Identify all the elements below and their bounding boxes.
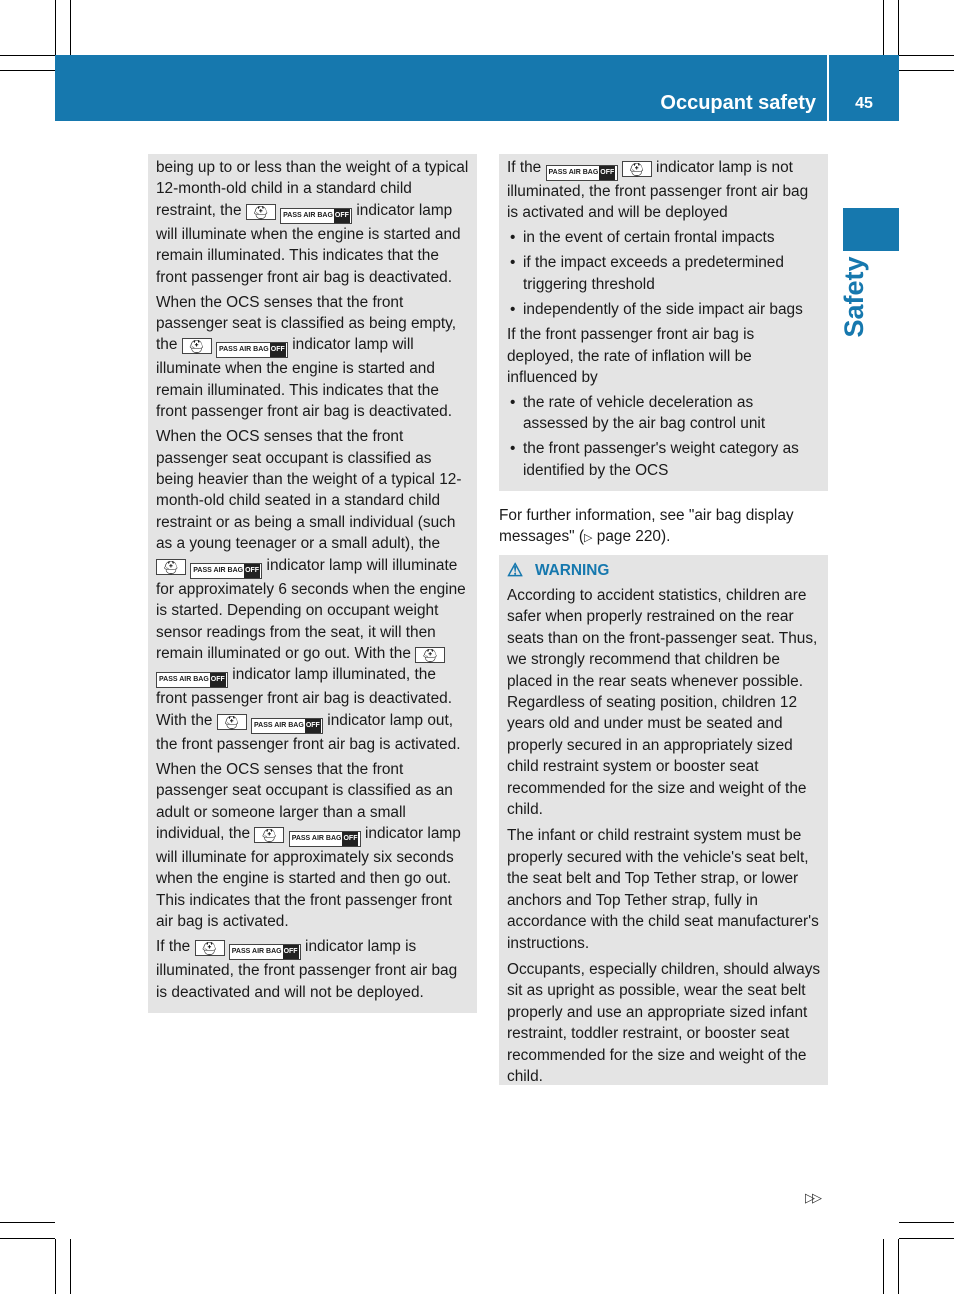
right-info-box (499, 154, 828, 491)
paragraph: If the ⛑ PASS AIR BAG OFF indicator lamp is illuminated, the front passenger front air bag is deactivated and will not be deployed. (156, 938, 458, 1001)
crop-mark (70, 1239, 71, 1294)
list-item: • if the impact exceeds a predetermined triggering threshold (510, 254, 784, 293)
warning-heading: ⚠ WARNING (507, 560, 610, 580)
paragraph: The infant or child restraint system must be properly secured with the vehicle's seat belt, the seat belt and Top Tether strap, or lower anchors and Top Tether strap, fully in accordance with the child seat manufacturer's instructions. (507, 827, 819, 952)
paragraph: Occupants, especially children, should always sit as upright as possible, wear the seat belt properly and use an appropriate sized infant restraint, toddler restraint, or booster seat recommended for the size and weight of the child. (507, 960, 821, 1085)
crop-mark (0, 55, 55, 56)
pass-air-bag-off-icon: PASS AIR BAG OFF (190, 563, 262, 579)
page-number: 45 (855, 95, 873, 112)
crop-mark (883, 1239, 884, 1294)
cross-reference: For further information, see "air bag display messages" (▷ page 220). (499, 507, 794, 546)
chapter-label (834, 256, 874, 338)
crop-mark (55, 0, 56, 55)
section-title: Occupant safety (660, 92, 816, 114)
pass-air-bag-off-icon: PASS AIR BAG OFF (280, 208, 352, 224)
paragraph: If the PASS AIR BAG OFF ⛑ indicator lamp is not illuminated, the front passenger front air bag is activated and will be deployed (507, 159, 809, 222)
child-seat-icon: ⛑ (246, 204, 276, 220)
continue-arrows-icon: ▷▷ (805, 1190, 819, 1205)
paragraph: When the OCS senses that the front passenger seat occupant is classified as an adult or someone larger than a small individual, the ⛑ PASS AIR BAG OFF indicator lamp will illuminate for approximately six seconds when the engine is started and then go out. This indicates that the front passenger front air bag is activated. (156, 760, 461, 931)
crop-mark (899, 55, 954, 56)
crop-mark (0, 1222, 55, 1223)
paragraph: When the OCS senses that the front passenger seat is classified as being empty, the ⛑ PASS AIR BAG OFF indicator lamp will illuminate when the engine is started and remain illuminated. This indicates that the front passenger front air bag is deactivated. (156, 293, 456, 421)
warning-box (499, 555, 828, 1085)
child-seat-icon: ⛑ (217, 714, 247, 730)
pass-air-bag-off-icon: PASS AIR BAG OFF (251, 718, 323, 734)
list-item: • the rate of vehicle deceleration as assessed by the air bag control unit (510, 394, 766, 433)
child-seat-icon: ⛑ (195, 940, 225, 956)
crop-mark (899, 1222, 954, 1223)
pass-air-bag-off-icon: PASS AIR BAG OFF (546, 165, 618, 181)
child-seat-icon: ⛑ (254, 827, 284, 843)
child-seat-icon: ⛑ (415, 647, 445, 663)
page-header (55, 55, 899, 121)
bullet-list (507, 392, 821, 481)
paragraph: being up to or less than the weight of a typical 12-month-old child in a standard child restraint, the ⛑ PASS AIR BAG OFF indicator lamp will illuminate when the engine is started and remain illuminated. This indicates that the front passenger front air bag is deactivated. (156, 159, 469, 286)
left-column-box (148, 154, 477, 1013)
pass-air-bag-off-icon: PASS AIR BAG OFF (229, 944, 301, 960)
list-item: • independently of the side impact air bags (510, 300, 803, 318)
list-item: • in the event of certain frontal impacts (510, 229, 775, 247)
child-seat-icon: ⛑ (156, 559, 186, 575)
page-ref-arrow-icon: ▷ (584, 532, 593, 545)
list-item: • the front passenger's weight category as identified by the OCS (510, 440, 799, 479)
paragraph: According to accident statistics, children are safer when properly restrained on the rear seats than on the front-passenger seat. Thus, we strongly recommend that children be placed in the rear seats whenever possible. Regardless of seating position, children 12 years old and under must be seated and properly secured in an appropriately sized child restraint system or booster seat recommended for the size and weight of the child. (507, 587, 818, 819)
child-seat-icon: ⛑ (622, 161, 652, 177)
paragraph: When the OCS senses that the front passenger seat occupant is classified as being heavier than the weight of a typical 12-month-old child seated in a standard child restraint or as being a small individual (such as a young teenager or a small adult), the ⛑ PASS AIR BAG OFF indicator lamp will illuminate for approximately 6 seconds when the engine is started. Depending on occupant weight sensor readings from the seat, it will then remain illuminated or go out. With the ⛑ PASS AIR BAG OFF indicator lamp illuminated, the front passenger front air bag is deactivated. With the ⛑ PASS AIR BAG OFF indicator lamp out, the front passenger front air bag is activated. (156, 428, 466, 753)
bullet-list (507, 227, 821, 320)
crop-mark (0, 70, 55, 71)
crop-mark (55, 1239, 56, 1294)
crop-mark (0, 1238, 55, 1239)
child-seat-icon: ⛑ (182, 338, 212, 354)
paragraph: If the front passenger front air bag is deployed, the rate of inflation will be influenced by (507, 326, 755, 387)
pass-air-bag-off-icon: PASS AIR BAG OFF (289, 831, 361, 847)
crop-mark (898, 1239, 899, 1294)
crop-mark (70, 0, 71, 55)
crop-mark (883, 0, 884, 55)
chapter-label-text: Safety (839, 256, 869, 338)
pass-air-bag-off-icon: PASS AIR BAG OFF (216, 342, 288, 358)
crop-mark (899, 1238, 954, 1239)
page-ref-link[interactable]: page 220). (592, 528, 671, 546)
crop-mark (898, 0, 899, 55)
pass-air-bag-off-icon: PASS AIR BAG OFF (156, 672, 228, 688)
crop-mark (899, 70, 954, 71)
warning-triangle-icon: ⚠ (507, 560, 524, 580)
